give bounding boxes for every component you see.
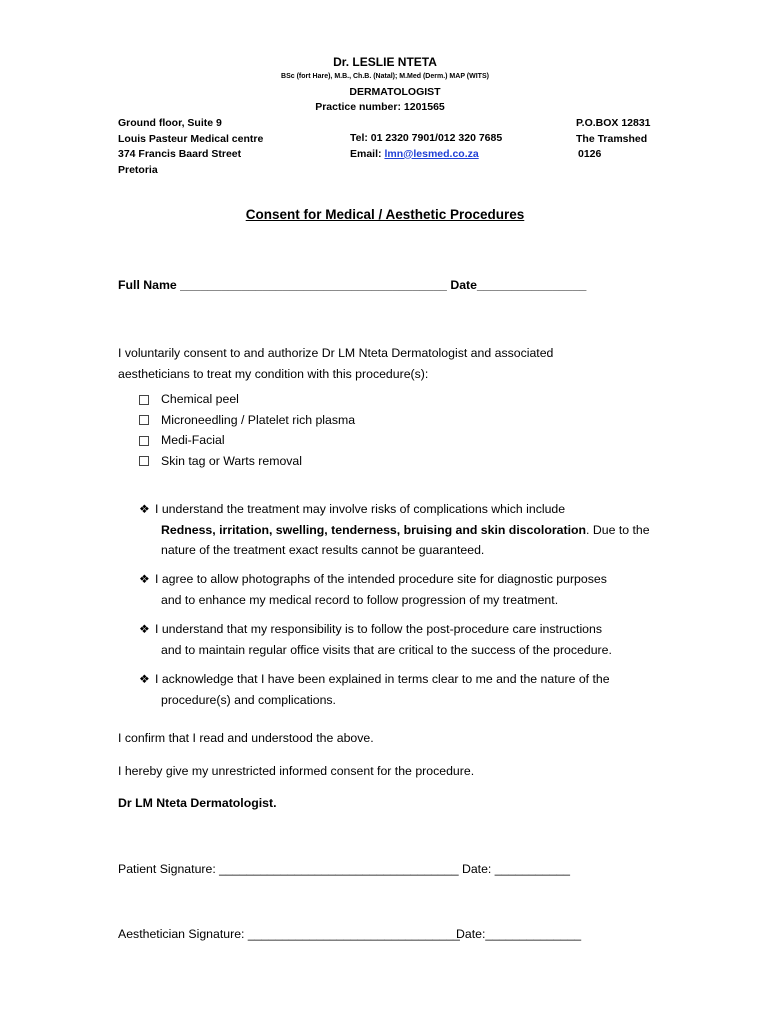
procedure-item[interactable]: Skin tag or Warts removal	[139, 451, 355, 472]
full-name-field[interactable]: Full Name _______________________________________ Date________________	[118, 278, 587, 292]
patient-signature-field[interactable]: Patient Signature: ___________________________________ Date: ___________	[118, 862, 570, 876]
qualifications: BSc (fort Hare), M.B., Ch.B. (Natal); M.Med (Derm.) MAP (WITS)	[281, 73, 489, 80]
checkbox[interactable]	[139, 456, 149, 466]
doctor-name: Dr. LESLIE NTETA	[333, 55, 437, 69]
checkbox[interactable]	[139, 395, 149, 405]
intro-paragraph: I voluntarily consent to and authorize Dr LM Nteta Dermatologist and associated aestheticians to treat my condition with this procedure(s):	[118, 346, 554, 381]
statement-3: ❖ I understand that my responsibility is to follow the post-procedure care instructions and to maintain regular office visits that are critical to the success of the procedure.	[139, 619, 612, 660]
procedure-item[interactable]: Chemical peel	[139, 389, 355, 410]
procedure-list	[139, 389, 355, 471]
diamond-bullet-icon: ❖	[139, 672, 150, 686]
diamond-bullet-icon: ❖	[139, 502, 150, 516]
email-row: Email: lmn@lesmed.co.za	[350, 147, 479, 160]
diamond-bullet-icon: ❖	[139, 622, 150, 636]
email-link[interactable]: lmn@lesmed.co.za	[384, 147, 479, 160]
doctor-signoff: Dr LM Nteta Dermatologist.	[118, 796, 277, 810]
diamond-bullet-icon: ❖	[139, 572, 150, 586]
specialty: DERMATOLOGIST	[349, 86, 441, 98]
confirm-text: I confirm that I read and understood the above.	[118, 731, 374, 745]
consent-text: I hereby give my unrestricted informed consent for the procedure.	[118, 764, 475, 778]
contact-details	[350, 131, 502, 162]
statement-4: ❖ I acknowledge that I have been explained in terms clear to me and the nature of the procedure(s) and complications.	[139, 669, 610, 710]
aesthetician-date-field[interactable]: Date:______________	[456, 927, 582, 941]
procedure-item[interactable]: Microneedling / Platelet rich plasma	[139, 410, 355, 431]
practice-number: Practice number: 1201565	[315, 101, 445, 113]
page-title: Consent for Medical / Aesthetic Procedures	[245, 207, 525, 222]
telephone: Tel: 01 2320 7901/012 320 7685	[350, 132, 503, 144]
procedure-item[interactable]: Medi-Facial	[139, 430, 355, 451]
po-box: P.O.BOX 12831 The Tramshed 0126	[576, 117, 651, 160]
checkbox[interactable]	[139, 415, 149, 425]
checkbox[interactable]	[139, 436, 149, 446]
aesthetician-signature-field[interactable]: Aesthetician Signature: _______________________________	[118, 927, 460, 941]
statement-2: ❖ I agree to allow photographs of the intended procedure site for diagnostic purposes and to enhance my medical record to follow progression of my treatment.	[139, 569, 607, 610]
statement-1: ❖ I understand the treatment may involve risks of complications which include Redness, irritation, swelling, tenderness, bruising and skin discoloration. Due to the nature of the treatment exact results cannot be guaranteed.	[139, 499, 650, 561]
practice-address: Ground floor, Suite 9 Louis Pasteur Medical centre 374 Francis Baard Street Pretoria	[118, 117, 264, 176]
